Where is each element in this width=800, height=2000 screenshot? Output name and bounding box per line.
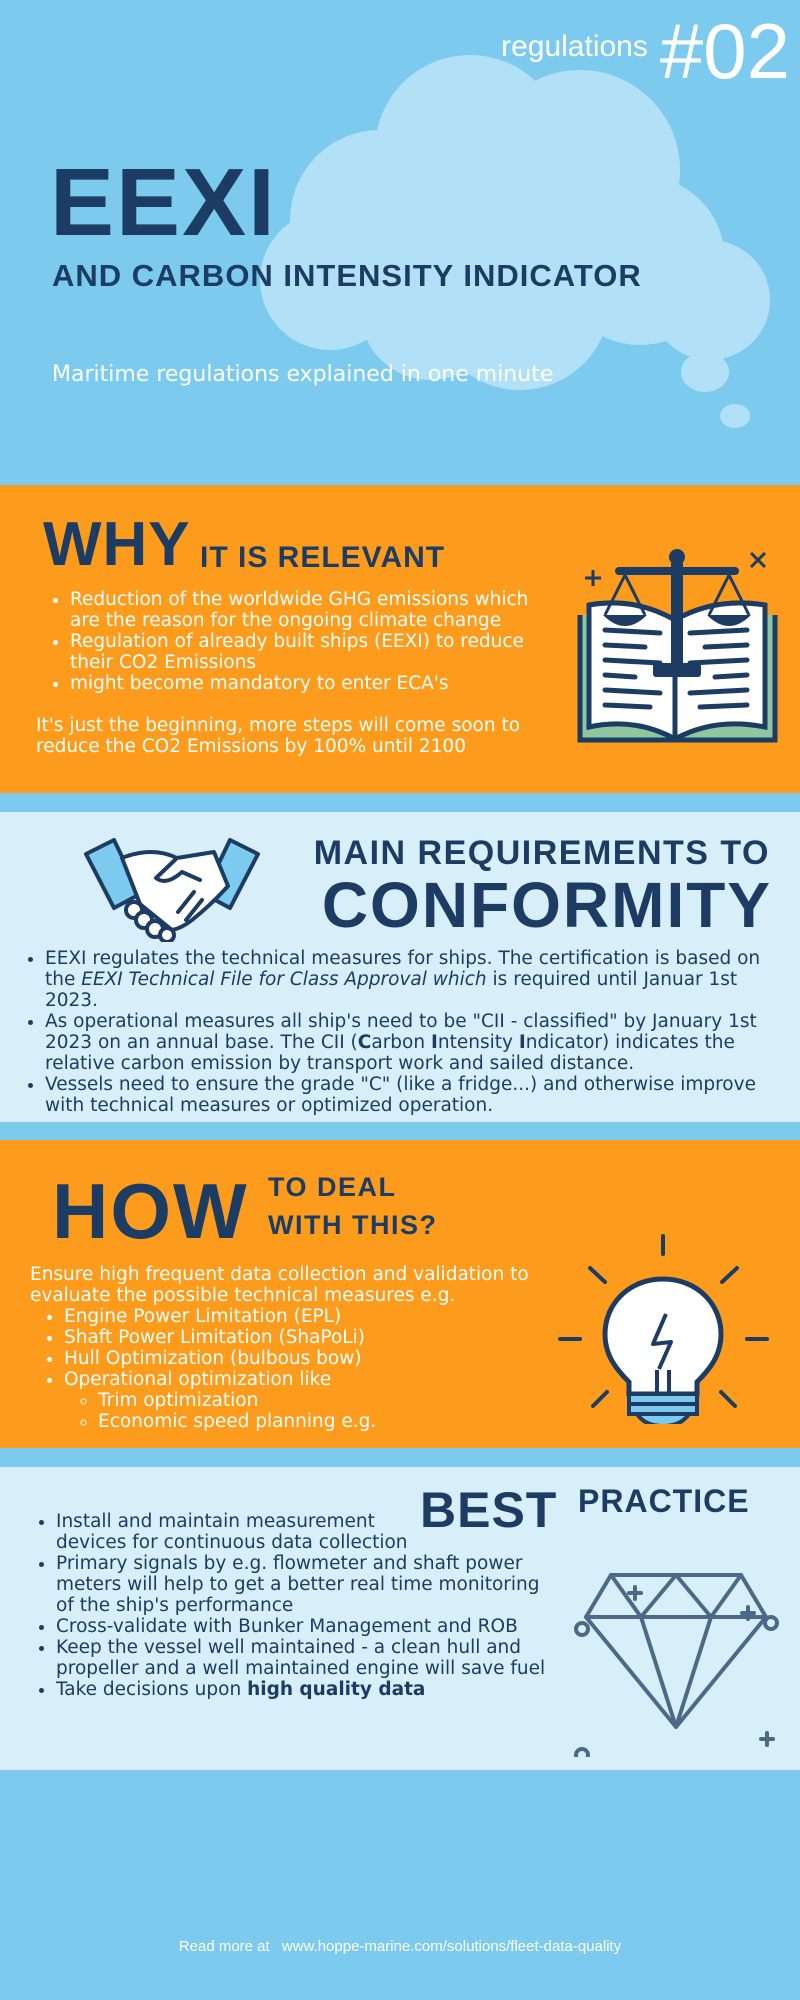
law-book-icon <box>575 545 780 755</box>
how-sublist <box>64 1390 544 1432</box>
why-note: It's just the beginning, more steps will come soon to reduce the CO2 Emissions by 100% until 2100 <box>36 715 521 757</box>
list-item: • Vessels need to ensure the grade "C" (like a fridge...) and otherwise improve with technical measures or optimized operation. <box>45 1074 785 1116</box>
page-title: EEXI <box>50 149 277 256</box>
list-item: • As operational measures all ship's need to be "CII - classified" by January 1st 2023 on an annual base. The CII (Carbon Intensity Indicator) indicates the relative carbon emission by transport work and sailed distance. <box>45 1011 785 1074</box>
list-item: • Engine Power Limitation (EPL) <box>64 1306 544 1327</box>
list-item: • EEXI regulates the technical measures for ships. The certification is based on the EEXI Technical File for Class Approval which is required until Januar 1st 2023. <box>45 948 785 1011</box>
why-heading: WHY <box>43 510 191 579</box>
header-banner <box>0 0 800 485</box>
list-item: • Keep the vessel well maintained - a clean hull and propeller and a well maintained engine will save fuel <box>56 1637 556 1679</box>
how-subheading: TO DEAL WITH THIS? <box>268 1172 438 1240</box>
list-item: • Hull Optimization (bulbous bow) <box>64 1348 544 1369</box>
best-subheading: PRACTICE <box>578 1483 750 1519</box>
how-list <box>64 1306 544 1432</box>
page-title-sub: AND CARBON INTENSITY INDICATOR <box>52 258 642 293</box>
list-item: • Operational optimization like ◦ Trim optimization ◦ Economic speed planning e.g. <box>64 1369 544 1432</box>
list-item: • Shaft Power Limitation (ShaPoLi) <box>64 1327 544 1348</box>
list-item: • Reduction of the worldwide GHG emissions which are the reason for the ongoing climate change <box>70 589 560 631</box>
list-item: • Regulation of already built ships (EEXI) to reduce their CO2 Emissions <box>70 631 560 673</box>
how-heading: HOW <box>52 1167 249 1255</box>
requirements-list <box>45 948 785 1116</box>
list-item: • Cross-validate with Bunker Management and ROB <box>56 1616 556 1637</box>
list-item: • Primary signals by e.g. flowmeter and shaft power meters will help to get a better real time monitoring of the ship's performance <box>56 1553 556 1616</box>
how-section <box>0 1140 800 1448</box>
requirements-heading: CONFORMITY <box>321 869 772 941</box>
list-subitem: ◦ Economic speed planning e.g. <box>98 1411 544 1432</box>
footer-link[interactable]: www.hoppe-marine.com/solutions/fleet-data-quality <box>281 1938 622 1955</box>
best-heading: BEST <box>420 1482 558 1538</box>
footer <box>0 1938 800 1955</box>
list-item: • Install and maintain measurement devices for continuous data collection <box>56 1511 416 1553</box>
requirements-subheading: MAIN REQUIREMENTS TO <box>313 834 770 872</box>
why-subheading: IT IS RELEVANT <box>200 541 446 574</box>
best-practice-section <box>0 1467 800 1770</box>
regulation-tag <box>501 6 790 97</box>
list-subitem: ◦ Trim optimization <box>98 1390 544 1411</box>
handshake-icon <box>82 832 262 942</box>
tag-word: regulations <box>501 30 648 63</box>
footer-label: Read more at <box>178 1938 270 1955</box>
why-section <box>0 485 800 793</box>
lightbulb-icon <box>555 1184 785 1424</box>
requirements-section <box>0 812 800 1122</box>
best-practice-list <box>56 1511 556 1700</box>
page-subtitle: Maritime regulations explained in one minute <box>52 362 554 387</box>
tag-number: #02 <box>659 7 790 95</box>
list-item: • Take decisions upon high quality data <box>56 1679 556 1700</box>
list-item: • might become mandatory to enter ECA's <box>70 673 560 694</box>
why-list <box>70 589 560 694</box>
diamond-icon <box>566 1537 786 1757</box>
how-intro: Ensure high frequent data collection and validation to evaluate the possible technical measures e.g. <box>30 1264 529 1306</box>
